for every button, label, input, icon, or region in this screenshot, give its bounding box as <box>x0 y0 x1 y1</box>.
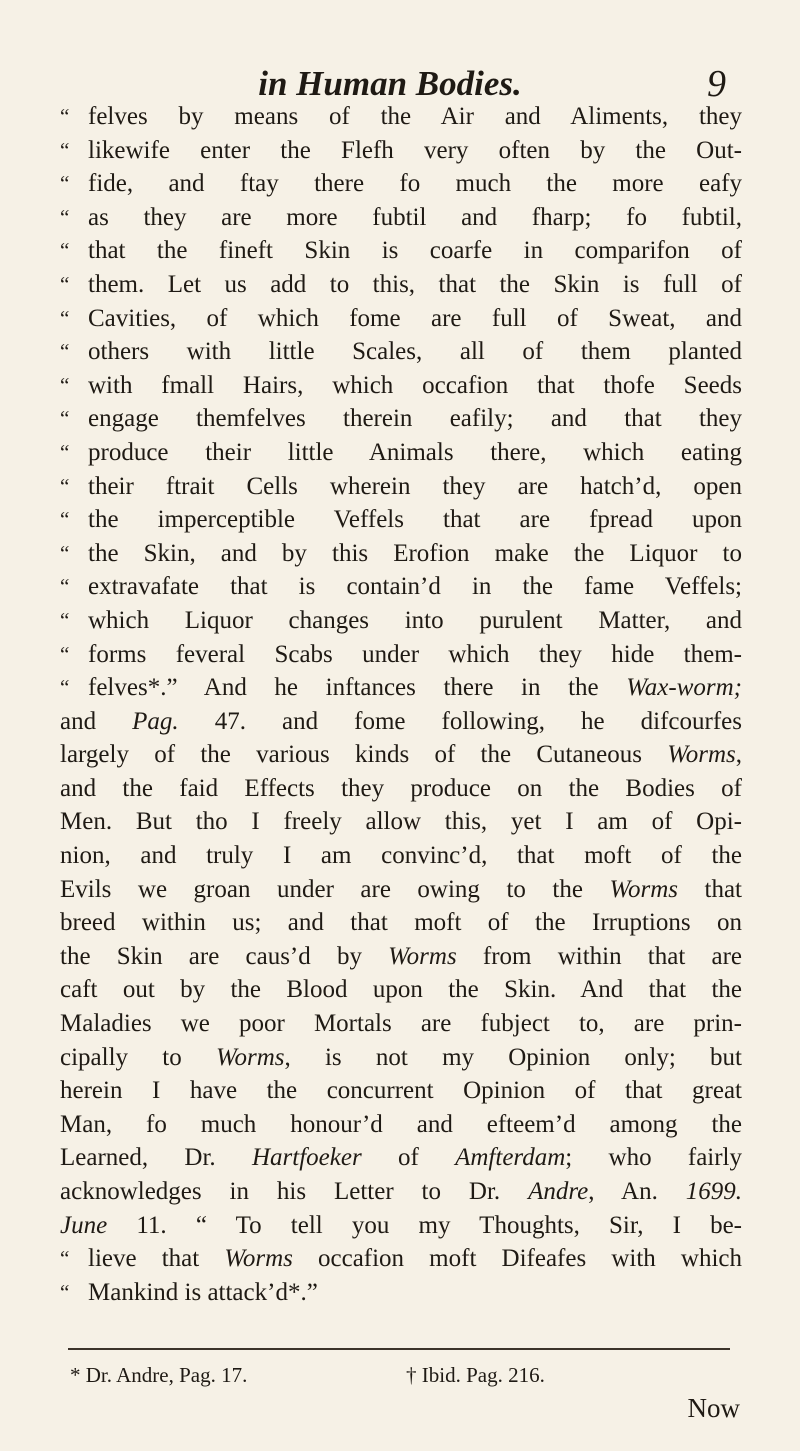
text-line <box>60 839 742 873</box>
italic-text: Worms <box>224 1245 293 1273</box>
text-line <box>60 134 742 168</box>
text-segment: produce their little Animals there, which eating <box>88 438 742 466</box>
text-segment: acknowledges in his Letter to Dr. <box>60 1178 529 1205</box>
quote-mark: “ <box>60 473 70 498</box>
text-segment: Men. But tho I freely allow this, yet I am of Opi- <box>60 808 742 836</box>
text-line <box>60 436 742 470</box>
text-segment: the Skin, and by this Erofion make the Liquor to <box>88 539 742 567</box>
text-line <box>60 604 742 638</box>
text-segment: the Skin are caus’d by <box>60 942 389 970</box>
text-segment: largely of the various kinds of the Cutaneous <box>60 741 668 769</box>
text-line <box>60 570 742 604</box>
text-segment: as they are more fubtil and fharp; fo fubtil, <box>88 203 742 231</box>
quote-mark: “ <box>60 641 70 666</box>
quote-mark: “ <box>60 574 70 599</box>
quote-mark: “ <box>60 171 70 196</box>
text-segment: Maladies we poor Mortals are fubject to, are prin- <box>60 1010 742 1038</box>
text-line <box>60 1209 742 1243</box>
text-line <box>60 1074 742 1108</box>
text-segment: caft out by the Blood upon the Skin. And that the <box>60 976 742 1004</box>
text-line <box>60 268 742 302</box>
text-segment: lieve that <box>88 1245 225 1273</box>
text-segment: forms feveral Scabs under which they hide them- <box>88 640 742 668</box>
text-line <box>60 805 742 839</box>
italic-text: June <box>60 1211 108 1239</box>
text-segment: of <box>361 1144 456 1172</box>
quote-mark: “ <box>60 439 70 464</box>
quote-mark: “ <box>60 238 70 263</box>
text-segment: their ftrait Cells wherein they are hatch’d, open <box>88 472 742 500</box>
quote-mark: “ <box>60 607 70 632</box>
text-line <box>60 402 742 436</box>
text-line <box>60 973 742 1007</box>
text-segment: , is not my Opinion only; but <box>284 1043 742 1071</box>
quote-mark: “ <box>60 204 70 229</box>
text-segment: Mankind is attack’d*.” <box>88 1278 318 1306</box>
text-line <box>60 537 742 571</box>
text-line <box>60 167 742 201</box>
quote-mark: “ <box>60 675 70 700</box>
text-line <box>60 873 742 907</box>
text-line <box>60 369 742 403</box>
italic-text: Andre <box>528 1178 589 1205</box>
quote-mark: “ <box>60 540 70 565</box>
text-segment: Evils we groan under are owing to the <box>60 875 610 903</box>
quote-mark: “ <box>60 104 70 128</box>
text-segment: nion, and truly I am convinc’d, that moft of the <box>60 842 742 870</box>
quote-mark: “ <box>60 339 70 364</box>
text-line <box>60 738 742 772</box>
quote-mark: “ <box>60 507 70 532</box>
text-line <box>60 1007 742 1041</box>
quote-mark: “ <box>60 1246 70 1271</box>
text-segment: , An. <box>588 1178 686 1205</box>
text-line <box>60 100 742 134</box>
footnote-left: * Dr. Andre, Pag. 17. <box>70 1363 248 1387</box>
text-line <box>60 1242 742 1276</box>
text-line <box>60 1108 742 1142</box>
text-segment: Learned, Dr. <box>60 1144 252 1172</box>
footnotes <box>70 1360 740 1390</box>
text-line <box>60 705 742 739</box>
italic-text: 1699. <box>685 1178 742 1205</box>
text-segment: and <box>60 707 133 735</box>
quote-mark: “ <box>60 372 70 397</box>
text-segment: others with little Scales, all of them planted <box>88 338 742 366</box>
text-line <box>60 234 742 268</box>
italic-text: Pag. <box>132 707 179 735</box>
italic-text: Worms <box>667 741 736 769</box>
text-segment: ; who fairly <box>565 1144 743 1172</box>
text-segment: breed within us; and that moft of the Irruptions on <box>60 909 742 937</box>
text-segment: with fmall Hairs, which occafion that thofe Seeds <box>88 371 742 399</box>
catchword: Now <box>687 1393 740 1423</box>
text-line <box>60 335 742 369</box>
running-title: in Human Bodies. <box>258 64 522 103</box>
quote-mark: “ <box>60 406 70 431</box>
text-segment: the imperceptible Veffels that are fpread upon <box>88 506 742 534</box>
text-line <box>60 1141 742 1175</box>
text-segment: Cavities, of which fome are full of Sweat, and <box>88 304 742 332</box>
quote-mark: “ <box>60 1279 70 1304</box>
text-line <box>60 638 742 672</box>
text-segment: which Liquor changes into purulent Matter, and <box>88 606 742 634</box>
text-segment: and the faid Effects they produce on the Bodies of <box>60 774 742 802</box>
text-line <box>60 503 742 537</box>
italic-text: Amfterdam <box>455 1144 566 1172</box>
text-segment: from within that are <box>456 942 742 970</box>
text-segment: engage themfelves therein eafily; and that they <box>88 405 742 433</box>
text-line <box>60 1041 742 1075</box>
footnote-right: † Ibid. Pag. 216. <box>406 1363 545 1387</box>
quote-mark: “ <box>60 305 70 330</box>
text-segment: 11. “ To tell you my Thoughts, Sir, I be- <box>107 1211 742 1239</box>
text-segment: Man, fo much honour’d and efteem’d among the <box>60 1110 742 1138</box>
text-segment: extravafate that is contain’d in the fame Veffels; <box>88 573 742 601</box>
text-line <box>60 1276 742 1310</box>
text-segment: 47. and fome following, he difcourfes <box>178 707 742 735</box>
text-segment: that the fineft Skin is coarfe in comparifon of <box>88 237 742 265</box>
text-segment: fide, and ftay there fo much the more eafy <box>88 170 742 198</box>
text-line <box>60 302 742 336</box>
text-segment: felves by means of the Air and Aliments, they <box>88 103 742 130</box>
footnote-rule <box>68 1348 730 1350</box>
text-line <box>60 906 742 940</box>
text-segment: cipally to <box>60 1043 216 1071</box>
text-segment: that <box>678 875 742 903</box>
text-segment: them. Let us add to this, that the Skin is full of <box>88 270 742 298</box>
text-segment: herein I have the concurrent Opinion of that great <box>60 1077 742 1105</box>
italic-text: Worms <box>609 875 678 903</box>
text-line <box>60 671 742 705</box>
body-text <box>60 100 742 1309</box>
page-number: 9 <box>707 63 726 105</box>
italic-text: Wax-worm; <box>626 674 742 702</box>
italic-text: Worms <box>215 1043 285 1071</box>
italic-text: Worms <box>388 942 457 970</box>
text-segment: , <box>735 741 742 769</box>
text-segment: felves*.” And he inftances there in the <box>88 674 627 702</box>
text-segment: occafion moft Difeafes with which <box>292 1245 742 1273</box>
text-line <box>60 772 742 806</box>
quote-mark: “ <box>60 271 70 296</box>
text-line <box>60 1175 742 1209</box>
text-segment: likewife enter the Flefh very often by the Out- <box>88 136 742 164</box>
quote-mark: “ <box>60 137 70 162</box>
text-line <box>60 940 742 974</box>
text-line <box>60 201 742 235</box>
italic-text: Hartfoeker <box>251 1144 362 1172</box>
text-line <box>60 470 742 504</box>
